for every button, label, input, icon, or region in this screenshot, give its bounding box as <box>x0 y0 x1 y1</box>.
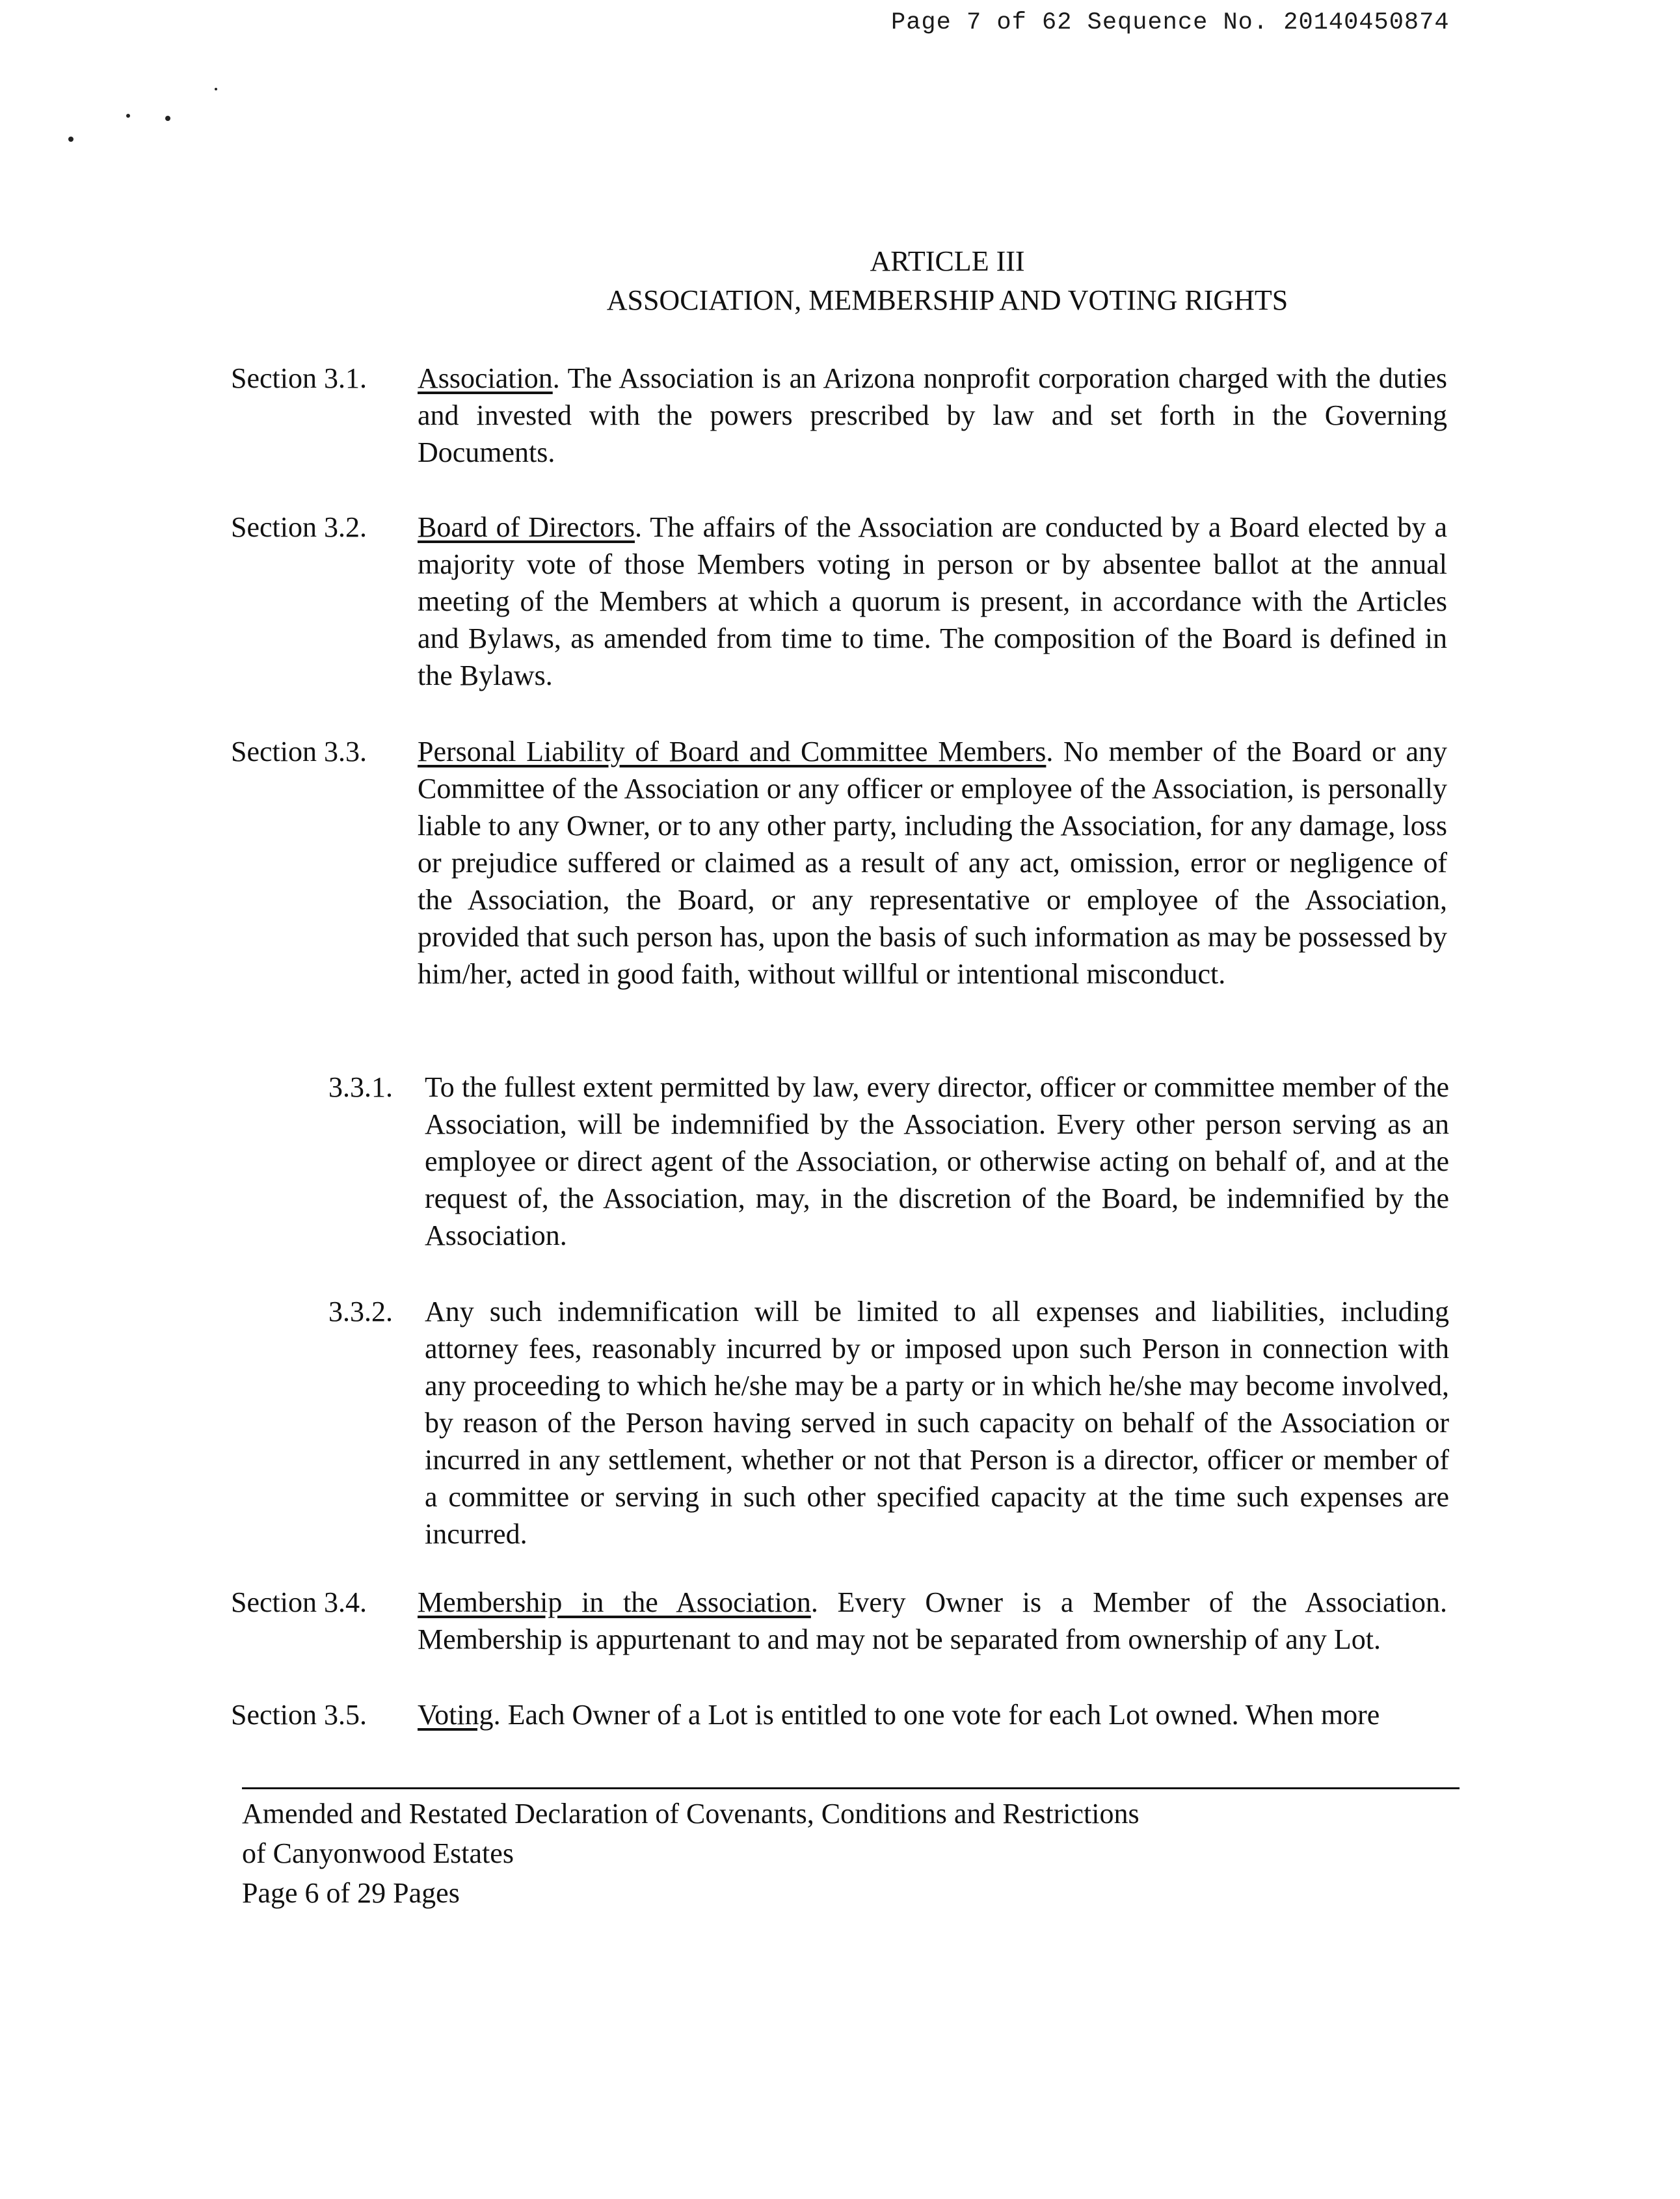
section-label: Section 3.5. <box>231 1699 367 1731</box>
section-text: . The affairs of the Association are conducted by a Board elected by a majority vote of those Members voting in person or by absentee ballot at the annual meeting of the Members at which a quorum is present, in accordance with the Articles and Bylaws, as amended from time to time. The composition of the Board is defined in the Bylaws. <box>418 511 1447 691</box>
section-title: Voting <box>418 1699 494 1731</box>
section-text: . Every Owner is a Member of the Association. Membership is appurtenant to and may not be separated from ownership of any Lot. <box>418 1586 1447 1655</box>
subsection-label: 3.3.2. <box>328 1296 393 1327</box>
section-body <box>418 509 1447 694</box>
section-3-4 <box>231 1584 1467 1658</box>
scan-speck <box>215 88 217 90</box>
section-text: . No member of the Board or any Committee of the Association or any officer or employee of the Association, is personally liable to any Owner, or to any other party, including the Association, for any damage, loss or prejudice suffered or claimed as a result of any act, omission, error or negligence of the Association, the Board, or any representative or employee of the Association, provided that such person has, upon the basis of such information as may be possessed by him/her, acted in good faith, without willful or intentional misconduct. <box>418 736 1447 990</box>
section-title: Membership in the Association <box>418 1586 811 1618</box>
section-body <box>418 1584 1447 1658</box>
section-title: Personal Liability of Board and Committee Members <box>418 736 1047 767</box>
section-label: Section 3.4. <box>231 1586 367 1618</box>
section-body <box>418 733 1447 993</box>
section-title: Association <box>418 362 553 394</box>
subsection-3-3-2 <box>231 1293 1467 1553</box>
footer-page-number: Page 6 of 29 Pages <box>242 1877 460 1909</box>
document-footer <box>242 1794 1140 1913</box>
section-label: Section 3.3. <box>231 736 367 767</box>
section-body <box>418 360 1447 471</box>
section-body <box>418 1696 1447 1733</box>
section-3-2 <box>231 509 1467 694</box>
scan-speck <box>165 116 170 121</box>
page-sequence-stamp: Page 7 of 62 Sequence No. 20140450874 <box>891 9 1450 36</box>
subsection-label: 3.3.1. <box>328 1071 393 1103</box>
article-title: ASSOCIATION, MEMBERSHIP AND VOTING RIGHTS <box>606 284 1288 316</box>
scan-speck <box>68 137 73 142</box>
footer-line-1: Amended and Restated Declaration of Covenants, Conditions and Restrictions <box>242 1798 1140 1830</box>
scan-speck <box>126 114 130 118</box>
section-3-3 <box>231 733 1467 993</box>
subsection-text: Any such indemnification will be limited to all expenses and liabilities, including attorney fees, reasonably incurred by or imposed upon such Person in connection with any proceeding to which he/she may be a party or in which he/she may become involved, by reason of the Person having served in such capacity on behalf of the Association or incurred in any settlement, whether or not that Person is a director, officer or member of a committee or serving in such other specified capacity at the time such expenses are incurred. <box>425 1296 1449 1550</box>
footer-line-2: of Canyonwood Estates <box>242 1837 514 1869</box>
section-label: Section 3.2. <box>231 511 367 543</box>
section-3-1 <box>231 360 1467 471</box>
section-text: . Each Owner of a Lot is entitled to one vote for each Lot owned. When more <box>493 1699 1380 1731</box>
subsection-3-3-1 <box>231 1069 1467 1254</box>
section-title: Board of Directors <box>418 511 635 543</box>
section-label: Section 3.1. <box>231 362 367 394</box>
section-3-5 <box>231 1696 1467 1733</box>
section-text: . The Association is an Arizona nonprofit corporation charged with the duties and invested with the powers prescribed by law and set forth in the Governing Documents. <box>418 362 1447 468</box>
footer-divider <box>242 1787 1460 1789</box>
article-heading <box>0 242 1680 320</box>
article-number: ARTICLE III <box>870 245 1025 277</box>
subsection-text: To the fullest extent permitted by law, every director, officer or committee member of the Association, will be indemnified by the Association. Every other person serving as an employee or direct agent of the Association, or otherwise acting on behalf of, and at the request of, the Association, may, in the discretion of the Board, be indemnified by the Association. <box>425 1071 1449 1251</box>
